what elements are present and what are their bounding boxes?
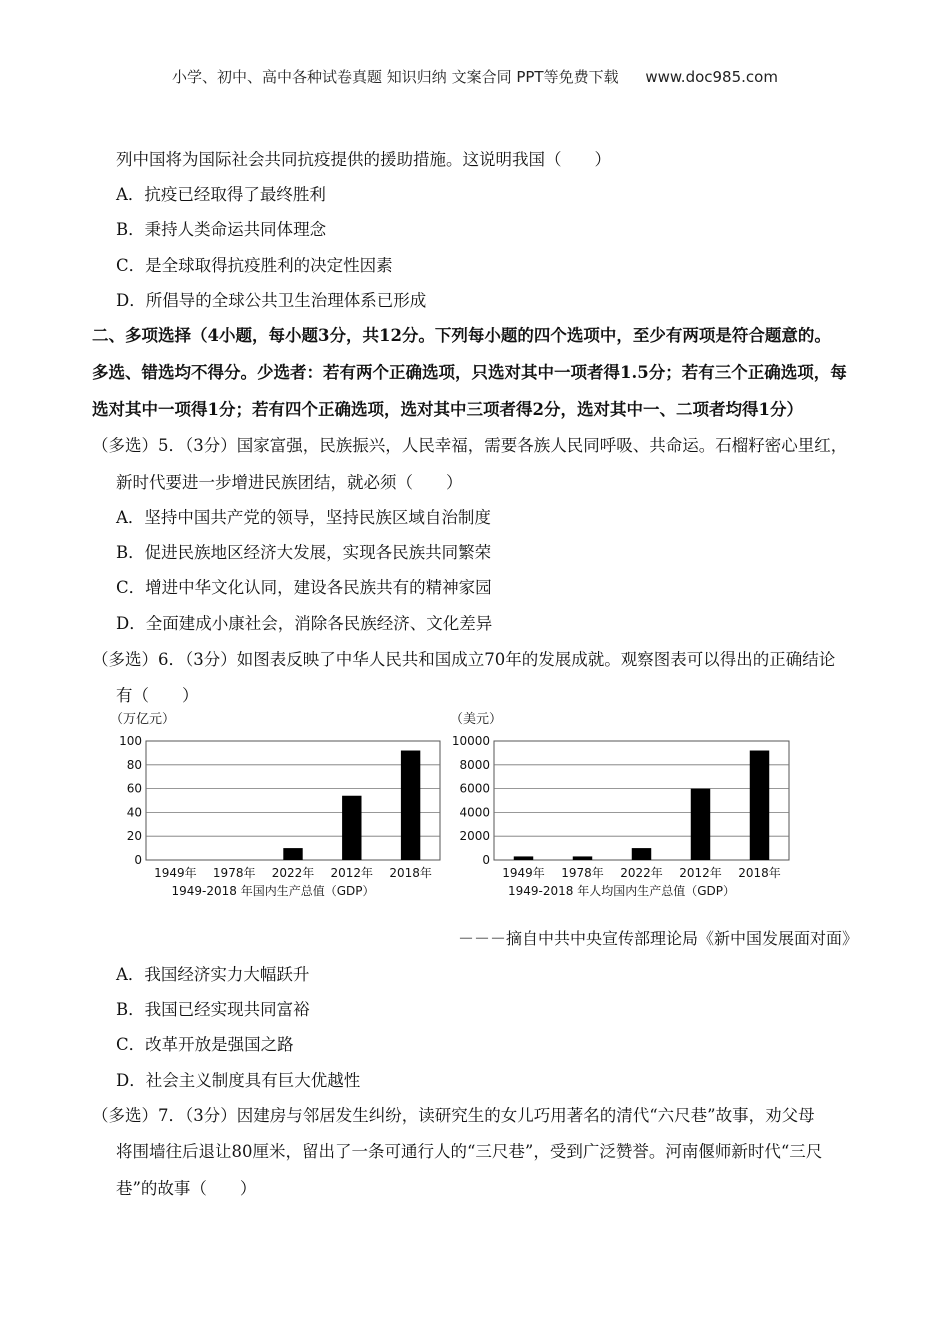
y-tick-label: 6000 (459, 781, 490, 796)
y-tick-label: 8000 (459, 757, 490, 772)
x-tick-label: 2012年 (330, 866, 374, 880)
y-tick-label: 0 (134, 853, 142, 867)
q5-option-b: B．促进民族地区经济大发展，实现各民族共同繁荣 (116, 543, 492, 562)
q7-stem-line-3: 巷”的故事（ ） (116, 1179, 257, 1198)
bar (750, 751, 769, 860)
bar (632, 848, 651, 860)
section2-line-3: 选对其中一项得1分；若有四个正确选项，选对其中三项者得2分，选对其中一、二项者均得1分） (92, 400, 803, 419)
q4-option-a: A．抗疫已经取得了最终胜利 (116, 185, 326, 204)
header-url[interactable]: www.doc985.com (645, 68, 778, 86)
bar (691, 789, 710, 860)
x-tick-label: 1949年 (502, 866, 545, 880)
x-tick-label: 1949年 (154, 866, 197, 880)
q5-option-a: A．坚持中国共产党的领导，坚持民族区域自治制度 (116, 508, 491, 527)
q5-option-d: D．全面建成小康社会，消除各民族经济、文化差异 (116, 614, 493, 633)
chart-title: 1949-2018 年国内生产总值（GDP） (171, 884, 375, 898)
q4-option-c: C．是全球取得抗疫胜利的决定性因素 (116, 256, 393, 275)
bar (283, 848, 302, 860)
q5-stem-line-1: （多选）5．（3分）国家富强，民族振兴，人民幸福，需要各族人民同呼吸、共命运。石榴籽密心里红， (92, 436, 848, 455)
bar (342, 796, 361, 860)
x-tick-label: 2022年 (271, 866, 315, 880)
q5-stem-line-2: 新时代要进一步增进民族团结，就必须（ ） (116, 473, 463, 492)
x-tick-label: 1978年 (561, 866, 604, 880)
y-tick-label: 10000 (451, 734, 490, 748)
q4-option-b: B．秉持人类命运共同体理念 (116, 220, 327, 239)
x-tick-label: 2012年 (679, 866, 722, 880)
plot-frame (494, 741, 789, 860)
q6-option-c: C．改革开放是强国之路 (116, 1035, 294, 1054)
y-unit-label: （美元） (450, 712, 503, 727)
chart-source: －－－摘自中共中央宣传部理论局《新中国发展面对面》 (457, 929, 858, 948)
gdp-per-capita-chart (448, 708, 798, 907)
x-tick-label: 2018年 (389, 866, 432, 880)
q6-stem-line-2: 有（ ） (116, 686, 199, 705)
q6-option-a: A．我国经济实力大幅跃升 (116, 965, 310, 984)
y-tick-label: 100 (119, 734, 142, 748)
y-tick-label: 60 (126, 781, 142, 796)
bar (573, 856, 592, 860)
y-tick-label: 20 (126, 829, 142, 844)
x-tick-label: 2022年 (620, 866, 663, 880)
q7-stem-line-1: （多选）7．（3分）因建房与邻居发生纠纷，读研究生的女儿巧用著名的清代“六尺巷”故事，劝父母 (92, 1106, 815, 1125)
q4-option-d: D．所倡导的全球公共卫生治理体系已形成 (116, 291, 427, 310)
q5-option-c: C．增进中华文化认同，建设各民族共有的精神家园 (116, 578, 492, 597)
page-header (0, 66, 950, 87)
q6-option-b: B．我国已经实现共同富裕 (116, 1000, 310, 1019)
bar (514, 856, 533, 860)
q7-stem-line-2: 将围墙往后退让80厘米，留出了一条可通行人的“三尺巷”，受到广泛赞誉。河南偃师新时代“三尺 (116, 1142, 823, 1161)
y-tick-label: 80 (126, 757, 142, 772)
chart-title: 1949-2018 年人均国内生产总值（GDP） (508, 884, 735, 898)
y-tick-label: 2000 (459, 829, 490, 844)
x-tick-label: 1978年 (212, 866, 256, 880)
x-tick-label: 2018年 (738, 866, 781, 880)
gdp-chart (108, 708, 448, 907)
section2-line-1: 二、多项选择（4小题，每小题3分，共12分。下列每小题的四个选项中，至少有两项是符合题意的。 (92, 326, 831, 345)
header-text: 小学、初中、高中各种试卷真题 知识归纳 文案合同 PPT等免费下载 (172, 68, 619, 86)
bar (401, 751, 420, 860)
q6-stem-line-1: （多选）6．（3分）如图表反映了中华人民共和国成立70年的发展成就。观察图表可以得出的正确结论 (92, 650, 836, 669)
y-tick-label: 40 (126, 805, 142, 820)
plot-frame (146, 741, 440, 860)
section2-line-2: 多选、错选均不得分。少选者：若有两个正确选项，只选对其中一项者得1.5分；若有三个正确选项，每 (92, 363, 847, 382)
y-tick-label: 0 (482, 853, 490, 867)
q4-stem: 列中国将为国际社会共同抗疫提供的援助措施。这说明我国（ ） (116, 150, 611, 169)
y-unit-label: （万亿元） (110, 712, 176, 727)
y-tick-label: 4000 (459, 805, 490, 820)
q6-option-d: D．社会主义制度具有巨大优越性 (116, 1071, 361, 1090)
